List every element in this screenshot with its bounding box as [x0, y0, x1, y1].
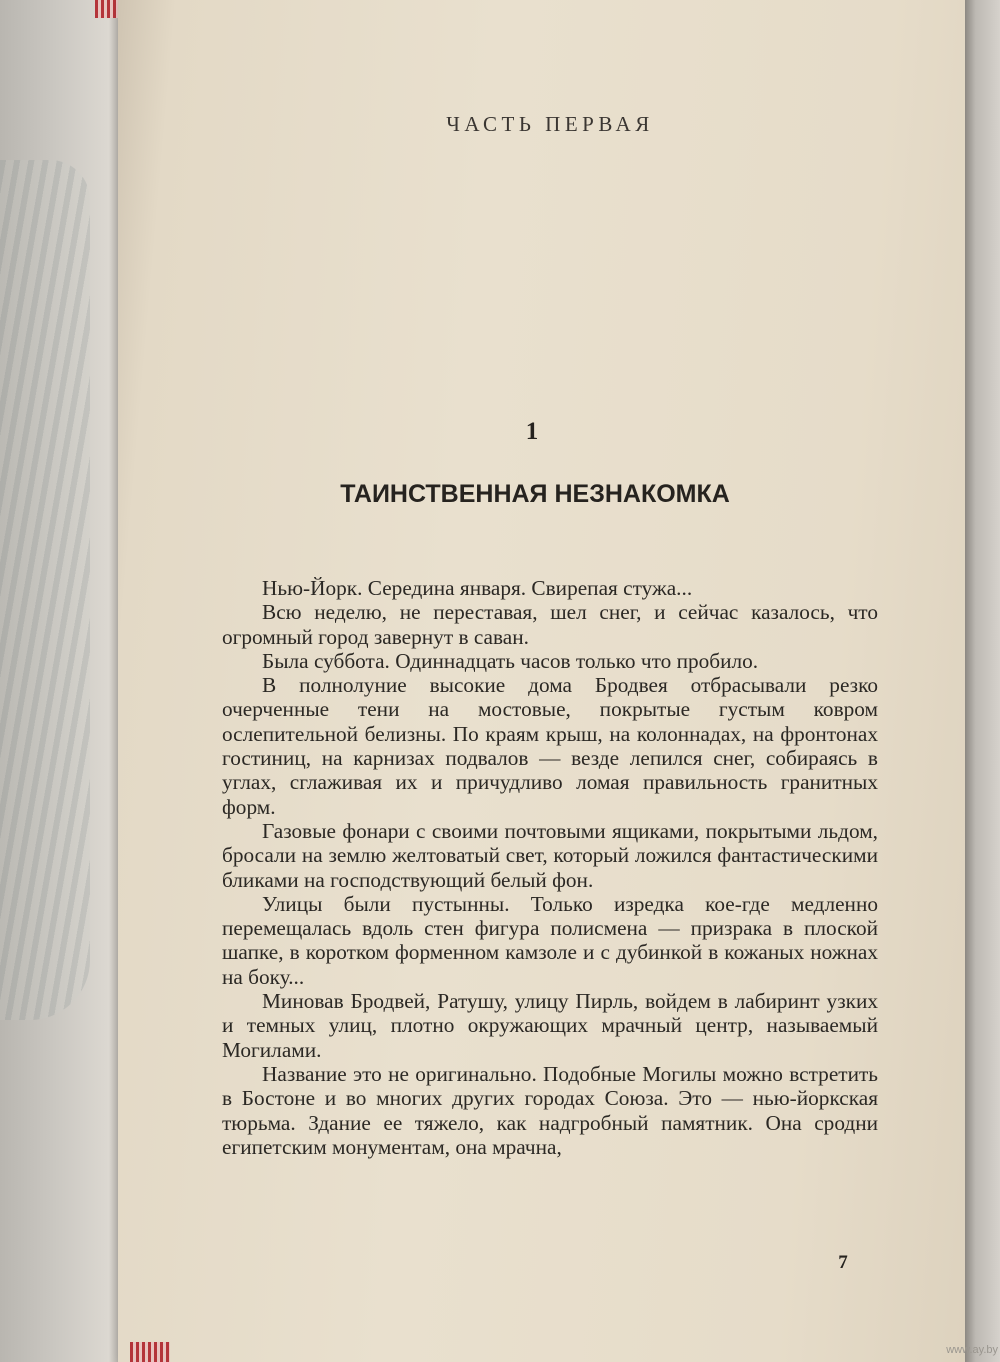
- page-number: 7: [838, 1252, 848, 1273]
- paragraph: В полнолуние высокие дома Бродвея отбрасывали резко очерченные тени на мостовые, покрытые густым ковром ослепительной белизны. По краям крыш, на колоннадах, на фронтонах гостиниц, на карнизах подвалов — везде лепился снег, собираясь в углах, сглаживая их и причудливо ломая правильность гранитных форм.: [222, 673, 878, 819]
- chapter-title: ТАИНСТВЕННАЯ НЕЗНАКОМКА: [340, 480, 730, 508]
- left-page-illustration: [0, 160, 90, 1020]
- paragraph: Название это не оригинально. Подобные Могилы можно встретить в Бостоне и во многих других городах Союза. Это — нью-йоркская тюрьма. Здание ее тяжело, как надгробный памятник. Она сродни египетским монументам, она мрачна,: [222, 1061, 878, 1159]
- watermark: www.ay.by: [946, 1344, 998, 1356]
- part-title: ЧАСТЬ ПЕРВАЯ: [446, 112, 654, 136]
- book-spine-bottom: [130, 1342, 170, 1362]
- paragraph: Миновав Бродвей, Ратушу, улицу Пирль, войдем в лабиринт узких и темных улиц, плотно окружающих мрачный центр, называемый Могилами.: [222, 989, 878, 1062]
- paragraph: Улицы были пустынны. Только изредка кое-где медленно перемещалась вдоль стен фигура полисмена — призрака в плоской шапке, в коротком форменном камзоле и с дубинкой в кожаных ножнах на боку...: [222, 891, 878, 989]
- paragraph: Всю неделю, не переставая, шел снег, и сейчас казалось, что огромный город завернут в саван.: [222, 600, 878, 649]
- page-edge: [965, 0, 1000, 1362]
- left-page: [0, 0, 130, 1362]
- body-text: [222, 576, 878, 1159]
- paragraph: Была суббота. Одиннадцать часов только что пробило.: [262, 648, 759, 673]
- chapter-number: 1: [525, 418, 539, 445]
- paragraph: Газовые фонари с своими почтовыми ящиками, покрытыми льдом, бросали на землю желтоватый свет, который ложился фантастическими бликами на господствующий белый фон.: [222, 818, 878, 892]
- paragraph: Нью-Йорк. Середина января. Свирепая стужа...: [262, 576, 693, 600]
